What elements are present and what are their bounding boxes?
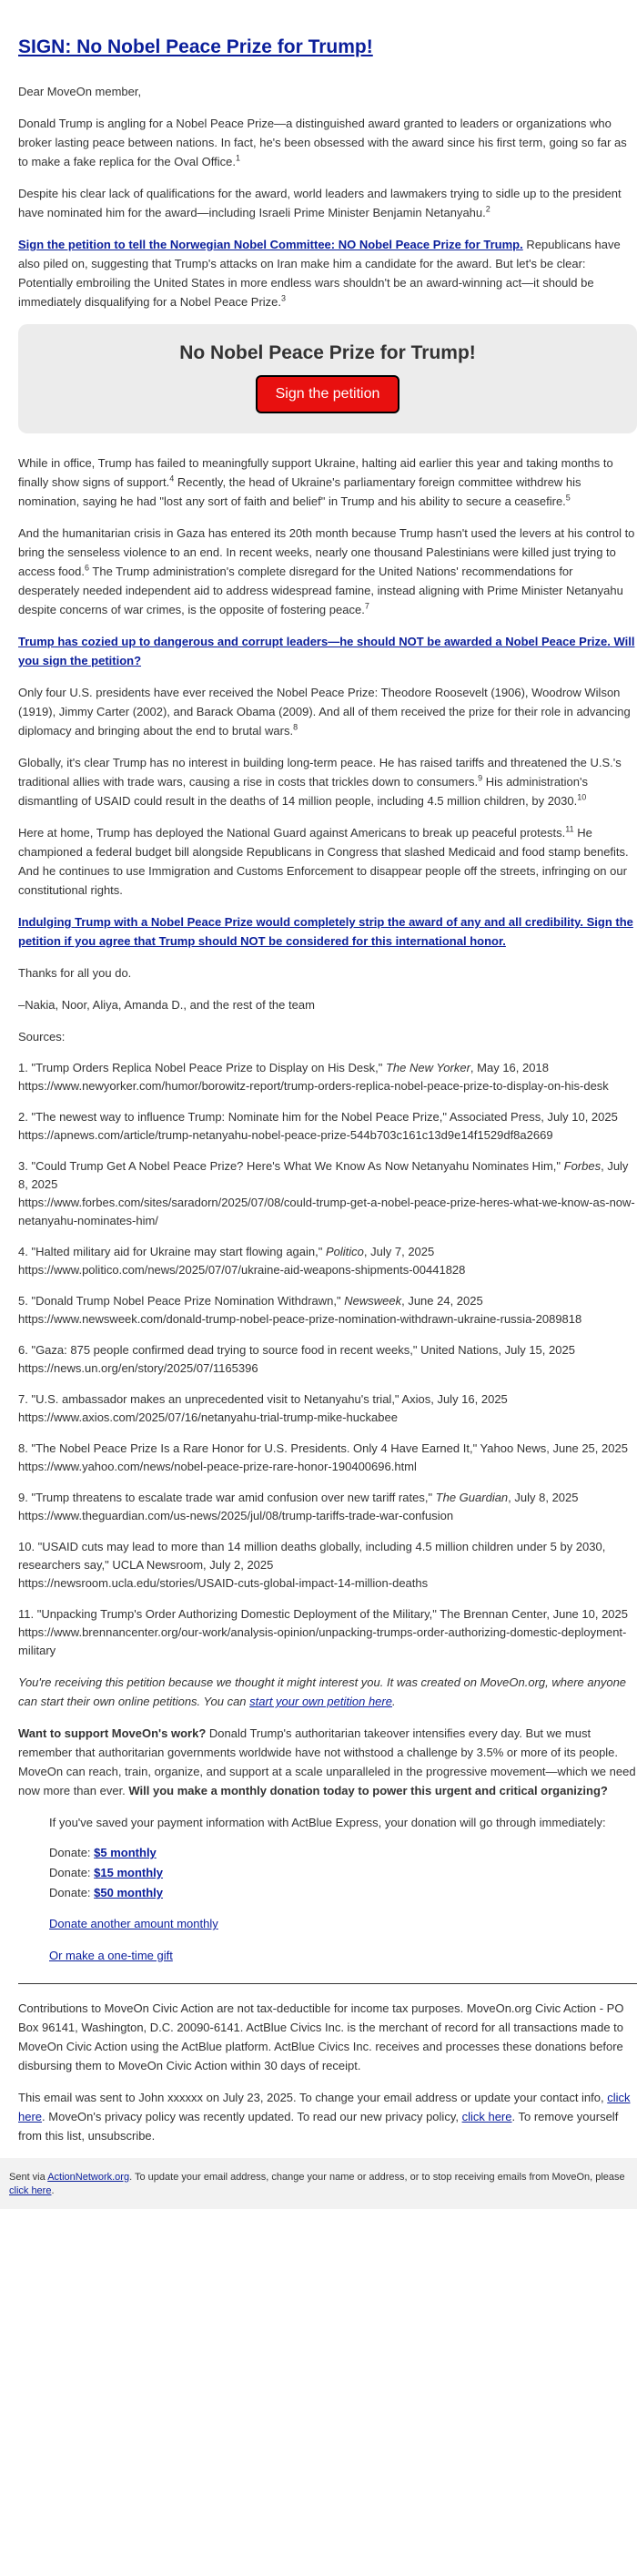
- thanks: Thanks for all you do.: [18, 966, 132, 980]
- source-url[interactable]: https://www.yahoo.com/news/nobel-peace-prize-rare-honor-190400696.html: [18, 1460, 417, 1473]
- source-url[interactable]: https://www.brennancenter.org/our-work/analysis-opinion/unpacking-trumps-order-authorizing-domestic-deployment-military: [18, 1625, 627, 1657]
- footnote-ref: 1: [235, 153, 240, 163]
- footnote-ref: 10: [577, 792, 587, 802]
- donate-option-link[interactable]: $5 monthly: [94, 1846, 157, 1859]
- paragraph-10: [18, 912, 637, 951]
- donate-line: Donate: $15 monthly: [49, 1866, 164, 1879]
- sign-petition-link[interactable]: Indulging Trump with a Nobel Peace Prize would completely strip the award of any and all credibility. Sign the petition if you agree that Trump should NOT be considered for this international honor.: [18, 915, 633, 948]
- footnote-ref: 8: [293, 722, 298, 732]
- footnote-ref: 5: [565, 493, 571, 503]
- paragraph-6: [18, 632, 637, 670]
- source-item: 7. "U.S. ambassador makes an unprecedented visit to Netanyahu's trial," Axios, July 16, 2025 https://www.axios.com/2025/07/16/netanyahu-trial-trump-mike-huckabee: [18, 1390, 637, 1427]
- divider: [18, 1983, 637, 1984]
- source-url[interactable]: https://news.un.org/en/story/2025/07/1165396: [18, 1361, 258, 1375]
- footnote-ref: 3: [281, 293, 287, 303]
- title-link[interactable]: SIGN: No Nobel Peace Prize for Trump!: [18, 36, 373, 57]
- footnote-ref: 9: [478, 773, 483, 783]
- footnote-ref: 11: [565, 824, 574, 834]
- paragraph-2: Despite his clear lack of qualifications for the award, world leaders and lawmakers trying to sidle up to the president have nominated him for the award—including Israeli Prime Minister Benjamin Netanyahu.$^2$: [18, 187, 622, 219]
- donate-options: [49, 1845, 637, 1901]
- support-paragraph: Want to support MoveOn's work? Donald Trump's authoritarian takeover intensifies every day. But we must remember that authoritarian governments worldwide have not withstood a challenge by 3.5% or more of its people. MoveOn can reach, train, organize, and support at a scale unparalleled in the progressive movement—which we need now more than ever. Will you make a monthly donation today to power this urgent and critical organizing?: [18, 1726, 636, 1797]
- paragraph-5: And the humanitarian crisis in Gaza has entered its 20th month because Trump hasn't used the levers at his control to bring the senseless violence to an end. In recent weeks, nearly one thousand Palestinians were killed just trying to access food.$^6$ The Trump administration's complete disregard for the United Nations' recommendations for desperately needed independent aid to address widespread famine, instead aligning with Prime Minister Netanyahu despite concerns of war crimes, is the opposite of fostering peace.$^7$: [18, 526, 635, 616]
- footer: Sent via ActionNetwork.org. To update your email address, change your name or address, or to stop receiving emails from MoveOn, please click here.: [0, 2158, 637, 2209]
- source-url[interactable]: https://www.politico.com/news/2025/07/07/ukraine-aid-weapons-shipments-00441828: [18, 1263, 466, 1277]
- signoff: –Nakia, Noor, Aliya, Amanda D., and the rest of the team: [18, 998, 315, 1012]
- source-item: 6. "Gaza: 875 people confirmed dead trying to source food in recent weeks," United Nations, July 15, 2025 https://news.un.org/en/story/2025/07/1165396: [18, 1341, 637, 1378]
- petition-box-title: No Nobel Peace Prize for Trump!: [179, 342, 476, 363]
- paragraph-7: Only four U.S. presidents have ever received the Nobel Peace Prize: Theodore Roosevelt (1906), Woodrow Wilson (1919), Jimmy Carter (2002), and Barack Obama (2009). And all of them received the prize for their role in advancing diplomacy and bringing about the end to brutal wars.$^8$: [18, 686, 631, 738]
- page-title: [18, 36, 637, 58]
- source-item: 10. "USAID cuts may lead to more than 14 million deaths globally, including 4.5 million children under 5 by 2030, researchers say," UCLA Newsroom, July 2, 2025 https://newsroom.ucla.edu/stories/USAID-cuts-global-impact-14-million-deaths: [18, 1538, 637, 1593]
- actblue-text: If you've saved your payment information with ActBlue Express, your donation will go through immediately:: [49, 1816, 606, 1829]
- source-item: 5. "Donald Trump Nobel Peace Prize Nomination Withdrawn," Newsweek, June 24, 2025 https://www.newsweek.com/donald-trump-nobel-peace-prize-nomination-withdrawn-ukraine-russia-2089818: [18, 1292, 637, 1329]
- source-item: 9. "Trump threatens to escalate trade war amid confusion over new tariff rates," The Guardian, July 8, 2025 https://www.theguardian.com/us-news/2025/jul/08/trump-tariffs-trade-war-confusion: [18, 1489, 637, 1525]
- sent-to-text: This email was sent to John xxxxxx on July 23, 2025. To change your email address or update your contact info, click here. MoveOn's privacy policy was recently updated. To read our new privacy policy, click here. To remove yourself from this list, unsubscribe.: [18, 2091, 631, 2143]
- sources-list: [18, 1059, 637, 1660]
- sign-petition-button[interactable]: Sign the petition: [256, 375, 400, 413]
- source-url[interactable]: https://newsroom.ucla.edu/stories/USAID-cuts-global-impact-14-million-deaths: [18, 1576, 429, 1590]
- donate-other-link[interactable]: Donate another amount monthly: [49, 1917, 218, 1930]
- contact-info-link[interactable]: click here: [18, 2091, 631, 2123]
- paragraph-4: While in office, Trump has failed to meaningfully support Ukraine, halting aid earlier this year and taking months to finally show signs of support.$^4$ Recently, the head of Ukraine's parliamentary foreign committee withdrew his nomination, saying he had "lost any sort of faith and belief" in Trump and his ability to secure a ceasefire.$^5$: [18, 456, 613, 508]
- paragraph-8: Globally, it's clear Trump has no interest in building long-term peace. He has raised tariffs and threatened the U.S.'s traditional allies with trade wars, causing a rise in costs that trickles down to consumers.$^9$ His administration's dismantling of USAID could result in the deaths of 14 million people, including 4.5 million children, by 2030.10: [18, 756, 622, 808]
- sources-label: Sources:: [18, 1030, 66, 1044]
- source-url[interactable]: https://www.axios.com/2025/07/16/netanyahu-trial-trump-mike-huckabee: [18, 1410, 398, 1424]
- donate-other: [49, 1914, 637, 1933]
- privacy-policy-link[interactable]: click here: [461, 2110, 512, 2123]
- actionnetwork-link[interactable]: ActionNetwork.org: [47, 2172, 130, 2183]
- donate-option-link[interactable]: $50 monthly: [94, 1886, 164, 1899]
- source-item: 2. "The newest way to influence Trump: Nominate him for the Nobel Peace Prize," Associated Press, July 10, 2025 https://apnews.com/article/trump-netanyahu-nobel-peace-prize-544b703c161c13d9e14f1529df8a2669: [18, 1108, 637, 1145]
- source-url[interactable]: https://www.theguardian.com/us-news/2025/jul/08/trump-tariffs-trade-war-confusion: [18, 1509, 454, 1522]
- footnote-ref: 7: [364, 601, 369, 611]
- paragraph-9: Here at home, Trump has deployed the National Guard against Americans to break up peaceful protests.$^{11}$ He championed a federal budget bill alongside Republicans in Congress that slashed Medicaid and food stamp benefits. And he continues to use Immigration and Customs Enforcement to disappear people off the streets, infringing on our constitutional rights.: [18, 824, 629, 897]
- paragraph-3: Sign the petition to tell the Norwegian Nobel Committee: NO Nobel Peace Prize for Trump. Republicans have also piled on, suggesting that Trump's attacks on Iran make him a candidate for the award. But let's be clear: Potentially embroiling the United States in more endless wars shouldn't be an award-winning act—it should be immediately disqualifying for a Nobel Peace Prize.$^3$: [18, 238, 621, 309]
- donate-line: Donate: $5 monthly: [49, 1846, 157, 1859]
- one-time-gift-link[interactable]: Or make a one-time gift: [49, 1949, 173, 1962]
- donate-option-link[interactable]: $15 monthly: [94, 1866, 164, 1879]
- start-petition-link[interactable]: start your own petition here: [249, 1695, 392, 1708]
- sign-petition-link[interactable]: Trump has cozied up to dangerous and corrupt leaders—he should NOT be awarded a Nobel Peace Prize. Will you sign the petition?: [18, 635, 635, 667]
- email-body: [18, 36, 637, 2145]
- source-item: 3. "Could Trump Get A Nobel Peace Prize? Here's What We Know As Now Netanyahu Nominates Him," Forbes, July 8, 2025 https://www.forbes.com/sites/saradorn/2025/07/08/could-trump-get-a-nobel-peace-prize-heres-what-we-know-as-now-netanyahu-nominates-him/: [18, 1157, 637, 1230]
- donate-line: Donate: $50 monthly: [49, 1886, 164, 1899]
- source-item: 4. "Halted military aid for Ukraine may start flowing again," Politico, July 7, 2025 https://www.politico.com/news/2025/07/07/ukraine-aid-weapons-shipments-00441828: [18, 1243, 637, 1279]
- sign-petition-link[interactable]: Sign the petition to tell the Norwegian Nobel Committee: NO Nobel Peace Prize for Trump.: [18, 238, 523, 251]
- source-item: 1. "Trump Orders Replica Nobel Peace Prize to Display on His Desk," The New Yorker, May 16, 2018 https://www.newyorker.com/humor/borowitz-report/trump-orders-replica-nobel-peace-prize-to-display-on-his-desk: [18, 1059, 637, 1095]
- footnote-ref: 2: [485, 204, 490, 214]
- footnote-ref: 4: [169, 473, 175, 484]
- source-url[interactable]: https://www.forbes.com/sites/saradorn/2025/07/08/could-trump-get-a-nobel-peace-prize-heres-what-we-know-as-now-netanyahu-nominates-him/: [18, 1196, 635, 1227]
- source-url[interactable]: https://www.newyorker.com/humor/borowitz-report/trump-orders-replica-nobel-peace-prize-to-display-on-his-desk: [18, 1079, 609, 1093]
- source-url[interactable]: https://www.newsweek.com/donald-trump-nobel-peace-prize-nomination-withdrawn-ukraine-russia-2089818: [18, 1312, 582, 1326]
- one-time: [49, 1946, 637, 1965]
- donate-section: [18, 1813, 637, 1965]
- footnote-ref: 6: [85, 563, 90, 573]
- greeting: Dear MoveOn member,: [18, 85, 142, 98]
- source-item: 8. "The Nobel Peace Prize Is a Rare Honor for U.S. Presidents. Only 4 Have Earned It," Yahoo News, June 25, 2025 https://www.yahoo.com/news/nobel-peace-prize-rare-honor-190400696.html: [18, 1440, 637, 1476]
- source-url[interactable]: https://apnews.com/article/trump-netanyahu-nobel-peace-prize-544b703c161c13d9e14f1529df8a2669: [18, 1128, 553, 1142]
- source-item: 11. "Unpacking Trump's Order Authorizing Domestic Deployment of the Military," The Brennan Center, June 10, 2025 https://www.brennancenter.org/our-work/analysis-opinion/unpacking-trumps-order-authorizing-domestic-deployment-military: [18, 1605, 637, 1660]
- petition-note: You're receiving this petition because we thought it might interest you. It was created on MoveOn.org, where anyone can start their own online petitions. You can start your own petition here.: [18, 1675, 627, 1708]
- paragraph-1: Donald Trump is angling for a Nobel Peace Prize—a distinguished award granted to leaders or organizations who broker lasting peace between nations. In fact, he's been obsessed with the award since his first term, going so far as to make a fake replica for the Oval Office.$^1$: [18, 117, 627, 168]
- unsubscribe-link[interactable]: click here: [9, 2185, 52, 2196]
- petition-box: [18, 324, 637, 433]
- disclaimer: Contributions to MoveOn Civic Action are not tax-deductible for income tax purposes. MoveOn.org Civic Action - PO Box 96141, Washington, D.C. 20090-6141. ActBlue Civics Inc. is the merchant of record for all transactions made to MoveOn Civic Action using the ActBlue platform. ActBlue Civics Inc. receives and processes these donations before disbursing them to MoveOn Civic Action within 30 days of receipt.: [18, 2001, 624, 2072]
